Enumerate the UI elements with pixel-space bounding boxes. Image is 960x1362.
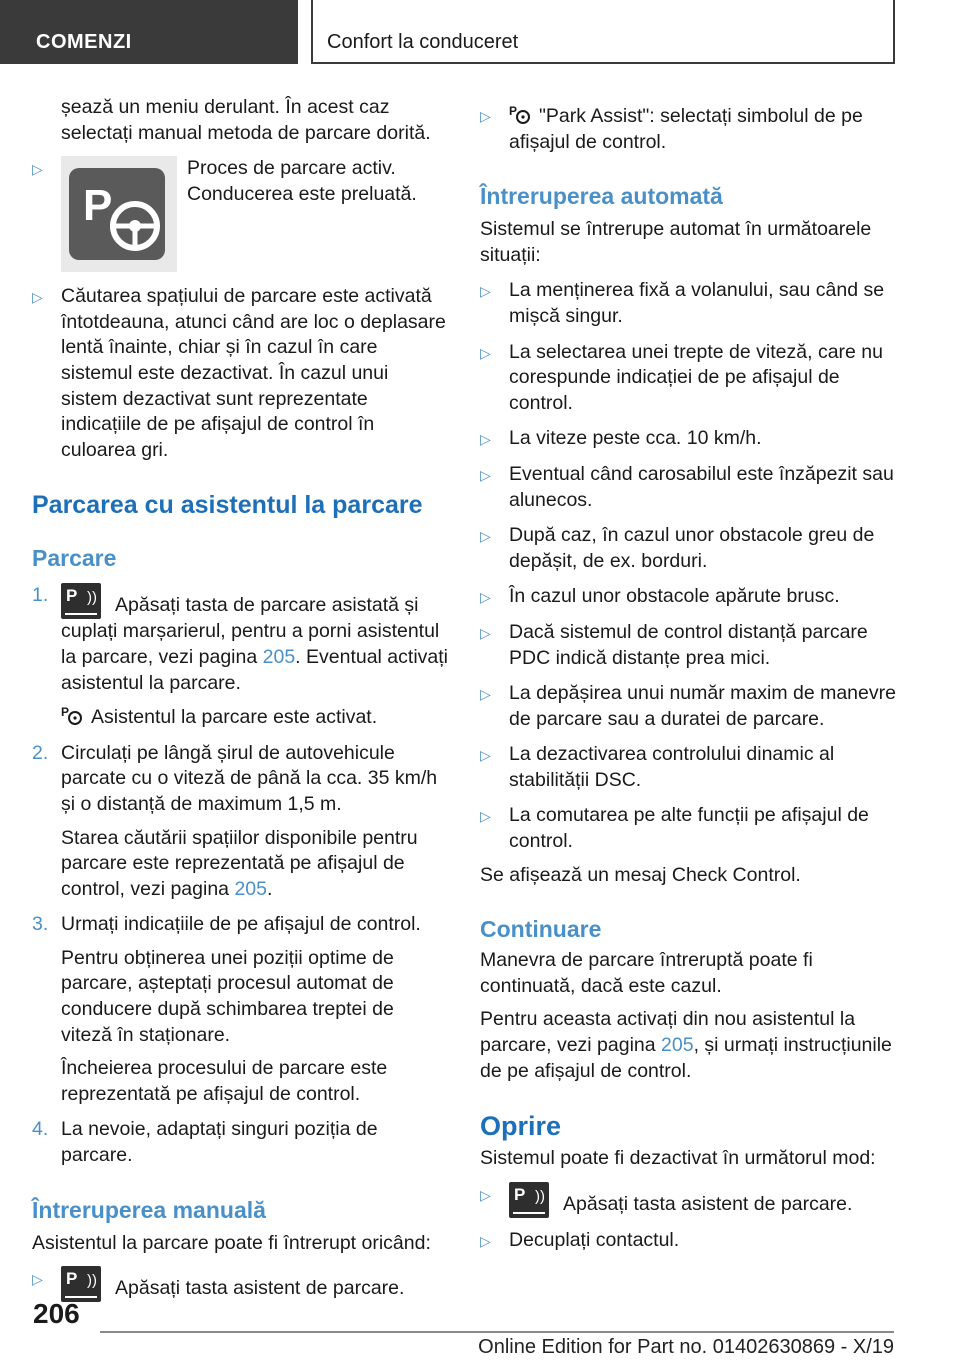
list-item xyxy=(480,462,898,513)
list-item xyxy=(480,681,898,732)
step-text: Urmați indicațiile de pe afișajul de control. xyxy=(61,913,421,936)
paragraph: Se afișează un mesaj Check Control. xyxy=(480,863,801,886)
bullet-text: La menținerea fixă a volanului, sau când se mișcă singur. xyxy=(509,279,885,327)
step-number: 2. xyxy=(32,741,49,764)
bullet-triangle-icon: ▷ xyxy=(480,108,491,124)
bullet-triangle-icon: ▷ xyxy=(480,589,491,606)
bullet-text: La comutarea pe alte funcții pe afișajul de control. xyxy=(509,804,869,853)
step-subtext: Starea căutării spațiilor disponibile pentru parcare este reprezentată pe afișajul de control, vezi pagina 205. xyxy=(61,826,418,900)
bullet-triangle-icon: ▷ xyxy=(480,747,491,764)
edition-footer: Online Edition for Part no. 01402630869 - X/19 xyxy=(478,1336,894,1358)
bullet-text: P )) Apăsați tasta asistent de parcare. xyxy=(61,1266,450,1302)
list-item xyxy=(480,584,898,610)
chapter-title: Confort la conduceret xyxy=(311,0,895,64)
bullet-text: La viteze peste cca. 10 km/h. xyxy=(509,427,762,450)
left-column xyxy=(32,95,450,1302)
bullet-triangle-icon: ▷ xyxy=(480,624,491,641)
page-link[interactable]: 205 xyxy=(262,645,296,668)
bullet-text: Căutarea spațiului de parcare este activată întotdeauna, atunci când are loc o deplasare lentă înainte, chiar și în cazul în care sistemul este dezactivat. În cazul unui sistem dezactivat sunt reprezentate indicațiile de pe afișajul de control în culoarea gri. xyxy=(61,285,446,461)
step-number: 3. xyxy=(32,913,49,936)
svg-text:P: P xyxy=(509,104,518,118)
list-item xyxy=(480,340,898,417)
paragraph: Asistentul la parcare poate fi întrerupt oricând: xyxy=(32,1231,431,1254)
subsection-heading: Întreruperea manuală xyxy=(32,1196,266,1223)
subsection-heading: Continuare xyxy=(480,916,602,943)
section-tab: COMENZI xyxy=(0,0,298,64)
step-text: Circulați pe lângă șirul de autovehicule parcate cu o viteză de până la cca. 35 km/h și o distanță de maximum 1,5 m. xyxy=(61,741,438,815)
bullet-text: În cazul unor obstacole apărute brusc. xyxy=(509,585,840,608)
list-item xyxy=(480,620,898,671)
section-heading: Oprire xyxy=(480,1111,562,1142)
right-column xyxy=(480,95,898,1253)
bullet-text: La selectarea unei trepte de viteză, care nu corespunde indicației de pe afișajul de control. xyxy=(509,340,883,414)
intro-text: șează un meniu derulant. În acest caz selectați manual metoda de parcare dorită. xyxy=(61,96,431,144)
list-item xyxy=(480,523,898,574)
list-item xyxy=(32,1266,450,1302)
step-text: La nevoie, adaptați singuri poziția de parcare. xyxy=(61,1118,378,1167)
subsection-heading: Întreruperea automată xyxy=(480,183,723,210)
svg-text:P: P xyxy=(83,181,113,231)
list-item xyxy=(480,278,898,329)
svg-text:P: P xyxy=(61,705,70,720)
bullet-triangle-icon: ▷ xyxy=(480,1186,491,1203)
park-assist-button-icon: P )) xyxy=(61,1266,101,1302)
bullet-text: Decuplați contactul. xyxy=(509,1228,680,1251)
list-item xyxy=(480,742,898,793)
step-item xyxy=(32,741,450,818)
list-item xyxy=(480,1182,898,1218)
step-subtext: Pentru obținerea unei poziții optime de parcare, așteptați procesul automat de conducere după schimbarea treptei de viteză în staționare. xyxy=(61,946,394,1046)
bullet-text: Eventual când carosabilul este înzăpezit sau alunecos. xyxy=(509,462,894,511)
list-item xyxy=(480,1228,898,1254)
step-item xyxy=(32,912,450,938)
paragraph: Sistemul poate fi dezactivat în următorul mod: xyxy=(480,1147,876,1170)
step-item xyxy=(32,583,450,696)
step-item xyxy=(32,1117,450,1168)
step-number: 1. xyxy=(32,584,49,607)
section-heading: Parcarea cu asistentul la parcare xyxy=(32,491,423,520)
list-item xyxy=(480,103,898,155)
step-subtext: Încheierea procesului de parcare este reprezentată pe afișajul de control. xyxy=(61,1057,388,1105)
bullet-text: Proces de parcare activ. Conducerea este preluată. xyxy=(187,157,417,205)
bullet-triangle-icon: ▷ xyxy=(480,283,491,300)
bullet-triangle-icon: ▷ xyxy=(480,686,491,703)
bullet-triangle-icon: ▷ xyxy=(480,431,491,448)
park-assist-active-icon xyxy=(61,156,177,272)
list-item xyxy=(480,803,898,854)
bullet-triangle-icon: ▷ xyxy=(480,466,491,483)
page-header xyxy=(0,0,960,66)
bullet-triangle-icon: ▷ xyxy=(480,344,491,361)
bullet-text: Dacă sistemul de control distanță parcare PDC indică distanțe prea mici. xyxy=(509,620,868,669)
page-number: 206 xyxy=(33,1298,80,1329)
bullet-triangle-icon: ▷ xyxy=(32,1271,43,1288)
step-number: 4. xyxy=(32,1118,49,1141)
list-item xyxy=(32,284,450,463)
auto-interrupt-list xyxy=(480,278,898,854)
bullet-text: La dezactivarea controlului dinamic al stabilității DSC. xyxy=(509,743,835,791)
paragraph: Manevra de parcare întreruptă poate fi continuată, dacă este cazul. xyxy=(480,949,813,997)
page-link[interactable]: 205 xyxy=(234,877,267,900)
step-subtext: P Asistentul la parcare este activat. xyxy=(61,705,378,729)
page-link[interactable]: 205 xyxy=(661,1034,694,1057)
bullet-triangle-icon: ▷ xyxy=(32,161,43,178)
bullet-text: P )) Apăsați tasta asistent de parcare. xyxy=(509,1182,898,1218)
paragraph: Sistemul se întrerupe automat în următoarele situații: xyxy=(480,218,872,266)
list-item xyxy=(480,426,898,452)
bullet-triangle-icon: ▷ xyxy=(480,808,491,825)
bullet-triangle-icon: ▷ xyxy=(480,528,491,545)
paragraph: Pentru aceasta activați din nou asistentul la parcare, vezi pagina 205, și urmați instrucțiunile de pe afișajul de control. xyxy=(480,1008,892,1082)
list-item xyxy=(32,156,450,274)
park-assist-button-icon: P )) xyxy=(509,1182,549,1218)
bullet-triangle-icon: ▷ xyxy=(480,1232,491,1249)
bullet-triangle-icon: ▷ xyxy=(32,289,43,306)
bullet-text: După caz, în cazul unor obstacole greu de depășit, de ex. borduri. xyxy=(509,524,875,572)
park-assist-button-icon: P )) xyxy=(61,583,101,619)
bullet-text: La depășirea unui număr maxim de manevre de parcare sau a duratei de parcare. xyxy=(509,682,896,730)
subsection-heading: Parcare xyxy=(32,545,117,572)
park-assist-symbol-icon xyxy=(509,103,531,125)
footer-divider xyxy=(100,1331,894,1333)
bullet-text: P "Park Assist": selectați simbolul de pe afișajul de control. xyxy=(509,104,863,153)
park-assist-symbol-icon xyxy=(61,704,83,726)
step-text: P )) Apăsați tasta de parcare asistată și cuplați marșarierul, pentru a porni asistentul la parcare, vezi pagina 205. Eventual activați asistentul la parcare. xyxy=(61,583,450,696)
